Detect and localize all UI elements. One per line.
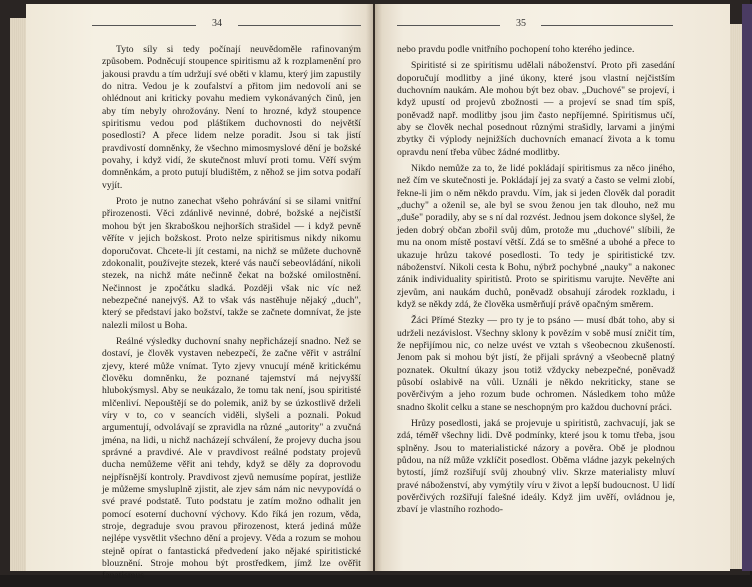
open-book xyxy=(8,4,744,582)
book-cover-edge xyxy=(742,4,752,571)
header-rule-left xyxy=(397,25,500,26)
left-page-header xyxy=(26,18,373,32)
paragraph: Hrůzy posedlosti, jaká se projevuje u spiritistů, zachvacují, jak se zdá, téměř všechny lidi. Dvě podmínky, které jsou k tomu třeba, jsou splněny. Jsou to materialistické názory a pověra. Obě je plodnou půdou, na níž může vzklíčit posedlost. Oběma vládne jazyk pekelných bytostí, jímž rozšiřují svůj zhoubný vliv. Skrze materialisty mluví pravé náboženství, aby vymýtily víru v život a lepší budoucnost. U lidí pověrčivých rozšiřují falešné ideály. Když jim uvěří, ovládnou je, zbaví je vlastního rozhodo- xyxy=(397,417,675,516)
left-page-body xyxy=(102,44,361,587)
page-number-left: 34 xyxy=(212,18,222,29)
paragraph: Spiritisté si ze spiritismu udělali náboženství. Proto při zasedání doporučují modlitby a jiné úkony, které jsou vlastní nejčistším duchovním naukám. Ale mohou být bez obav. „Duchové" se projeví, i když upustí od projevů zbožnosti — a projeví se snad tím spíš, poněvadž např. modlitby jsou jim často nepříjemné. Spiritismus učí, aby se člověk nechal posednout různými strašidly, larvami a jinými zbytky či výplody nejnižších duchovních emanací života a k tomu opravdu není třeba vůbec žádné modlitby. xyxy=(397,60,675,158)
header-rule-right xyxy=(238,25,361,26)
right-page xyxy=(375,4,730,571)
paragraph: Tyto síly si tedy počínají neuvědoměle rafinovaným způsobem. Podněcují stoupence spiritismu až k rozplamenění pro jakousi pravdu a tím udržují své oběti v klamu, který jim zapustily do nitra. Vedou je k zoufalství a přitom jim nedovolí ani se ohlédnout ani kriticky povahu mediem vykonávaných činů, jen aby tím nebyly ohrožovány. Není to hrozné, když stoupence spiritismu vedou pod pláštíkem duchovnosti do největší posedlosti? A přece lidem nelze poradit. Jsou si tak jistí pravdivostí domněnky, že všechno mimosmyslové dění je božské povahy, i když vidí, že skutečnost mluví proti tomu. Věří svým domněnkám, a proto putují bludištěm, z něhož se jim sotva podaří vyjít. xyxy=(102,44,361,191)
page-number-right: 35 xyxy=(516,18,526,29)
left-page xyxy=(26,4,373,582)
right-page-header xyxy=(375,18,730,32)
header-rule-left xyxy=(92,25,196,26)
paragraph: Nikdo nemůže za to, že lidé pokládají spiritismus za něco jiného, než čím ve skutečnosti je. Pokládají jej za svatý a často se velmi zlobí, řekne-li jim o něm někdo pravdu. Vím, jak si jeden člověk dal poradit „duchy" a oženil se, ale byl se svou ženou jen tak dlouho, než mu „duše" poradily, aby se s ní dal rozvést. Jednou jsem dokonce slyšel, že jeden dobrý občan zbořil svůj dům, protože mu „duchové" slíbili, že mu na onom místě postaví větší. Zdá se to směšné a ubohé a přece to ukazuje hrůzu takové posedlosti. To tedy je spiritistické tzv. náboženství. Nikoli cesta k Bohu, nýbrž pochybné „nauky" a nakonec zánik individuality spiritistů. Proto se spiritismu varujte. Nevěřte ani zjevům, ani naukám duchů, poněvadž obsahují zárodek rozkladu, i když se někdy zdá, že člověka usměrňují právě opačným směrem. xyxy=(397,163,675,310)
book-gutter xyxy=(366,4,382,571)
header-rule-right xyxy=(541,25,673,26)
paragraph: Žáci Přímé Stezky — pro ty je to psáno — musí dbát toho, aby si udrželi nezávislost. Všechny sklony k povězím v sobě musí zničit tím, že nepřijímou nic, co nelze uvést ve vztah s všeobecnou zkušeností. Jenom pak si mohou být jistí, že přijali správný a všeobecně platný poznatek. Okultní úkazy jsou totiž vždycky nebezpečné, poněvadž působí oslabivě na vůli. Uználi je někdo nekriticky, stane se pověrčivým a jeho rozum bude ochromen. Následkem toho může snadno školit celku a stane se neschopným pro každou duchovní práci. xyxy=(397,315,675,413)
paragraph: Proto je nutno zanechat všeho pohrávání si se silami vnitřní přirozenosti. Věci zdánlivě nevinné, dobré, božské a nejčistší mohou být jen škraboškou nejhorších strašidel — i když pevně věříte v jejich božskost. Proto nelze spiritismus nikdy nikomu doporučovat. Chcete-li jít cestami, na nichž se můžete duchovně zdokonalit, používejte stezek, které vás naučí sebeovládání, nikoli stezek, na nichž máte nečinně čekat na božské omilostnění. Nečinnost je zpočátku sladká. Později však nic víc než nebezpečné nanejvýš. Až to však vás nastěhuje nějaký „duch", který se představí jako božství, takže se začnete domnívat, že jste nalezli milost u Boha. xyxy=(102,196,361,331)
paragraph: Reálné výsledky duchovní snahy nepřicházejí snadno. Než se dostaví, je člověk vystaven nebezpečí, že začne věřit v astrální zjevy, které může vnímat. Tyto zjevy vnucují méně kritickému člověku domněnku, že poznané tajemství má nejvyšší hlubokýsmysl. Aby se neukázalo, že tomu tak není, jsou spiritisté mlčenliví. Nepouštějí se do polemik, aniž by se úzkostlivě drželi víry v to, co v seancích viděli, slyšeli a poznali. Pokud argumentují, odvolávají se zpravidla na různé „autority" a zvučná jména, na lidi, u nichž nacházejí schválení, že projevy ducha jsou správné a pravdivé. Ale v pravdivost reálné podstaty projevů ducha nemůžeme věřit ani tehdy, když se děly za doprovodu nejpřísnější kontroly. Pravdivost zjevů nemusíme popírat, jestliže je můžeme smysluplně zjistit, ale zjev sám nám nic nevypovídá o své pravé podstatě. Tuto podstatu je zatím možno odhalit jen pomocí esoterní duchovní výchovy. Kdo říká jen rozum, věda, stroje, degraduje svou pravou přirozenost, která jediná může nejlépe vysvětlit všechno dění a projevy. Věda a rozum se mohou stejně opírat o fantastická předvedení jako nějaké spiritistické blouznění. Stroje mohou být prostředkem, jímž lze ověřit fanatismus xyxy=(102,335,361,582)
right-page-body xyxy=(397,44,675,521)
paragraph: nebo pravdu podle vnitřního pochopení toho kterého jedince. xyxy=(397,44,635,55)
